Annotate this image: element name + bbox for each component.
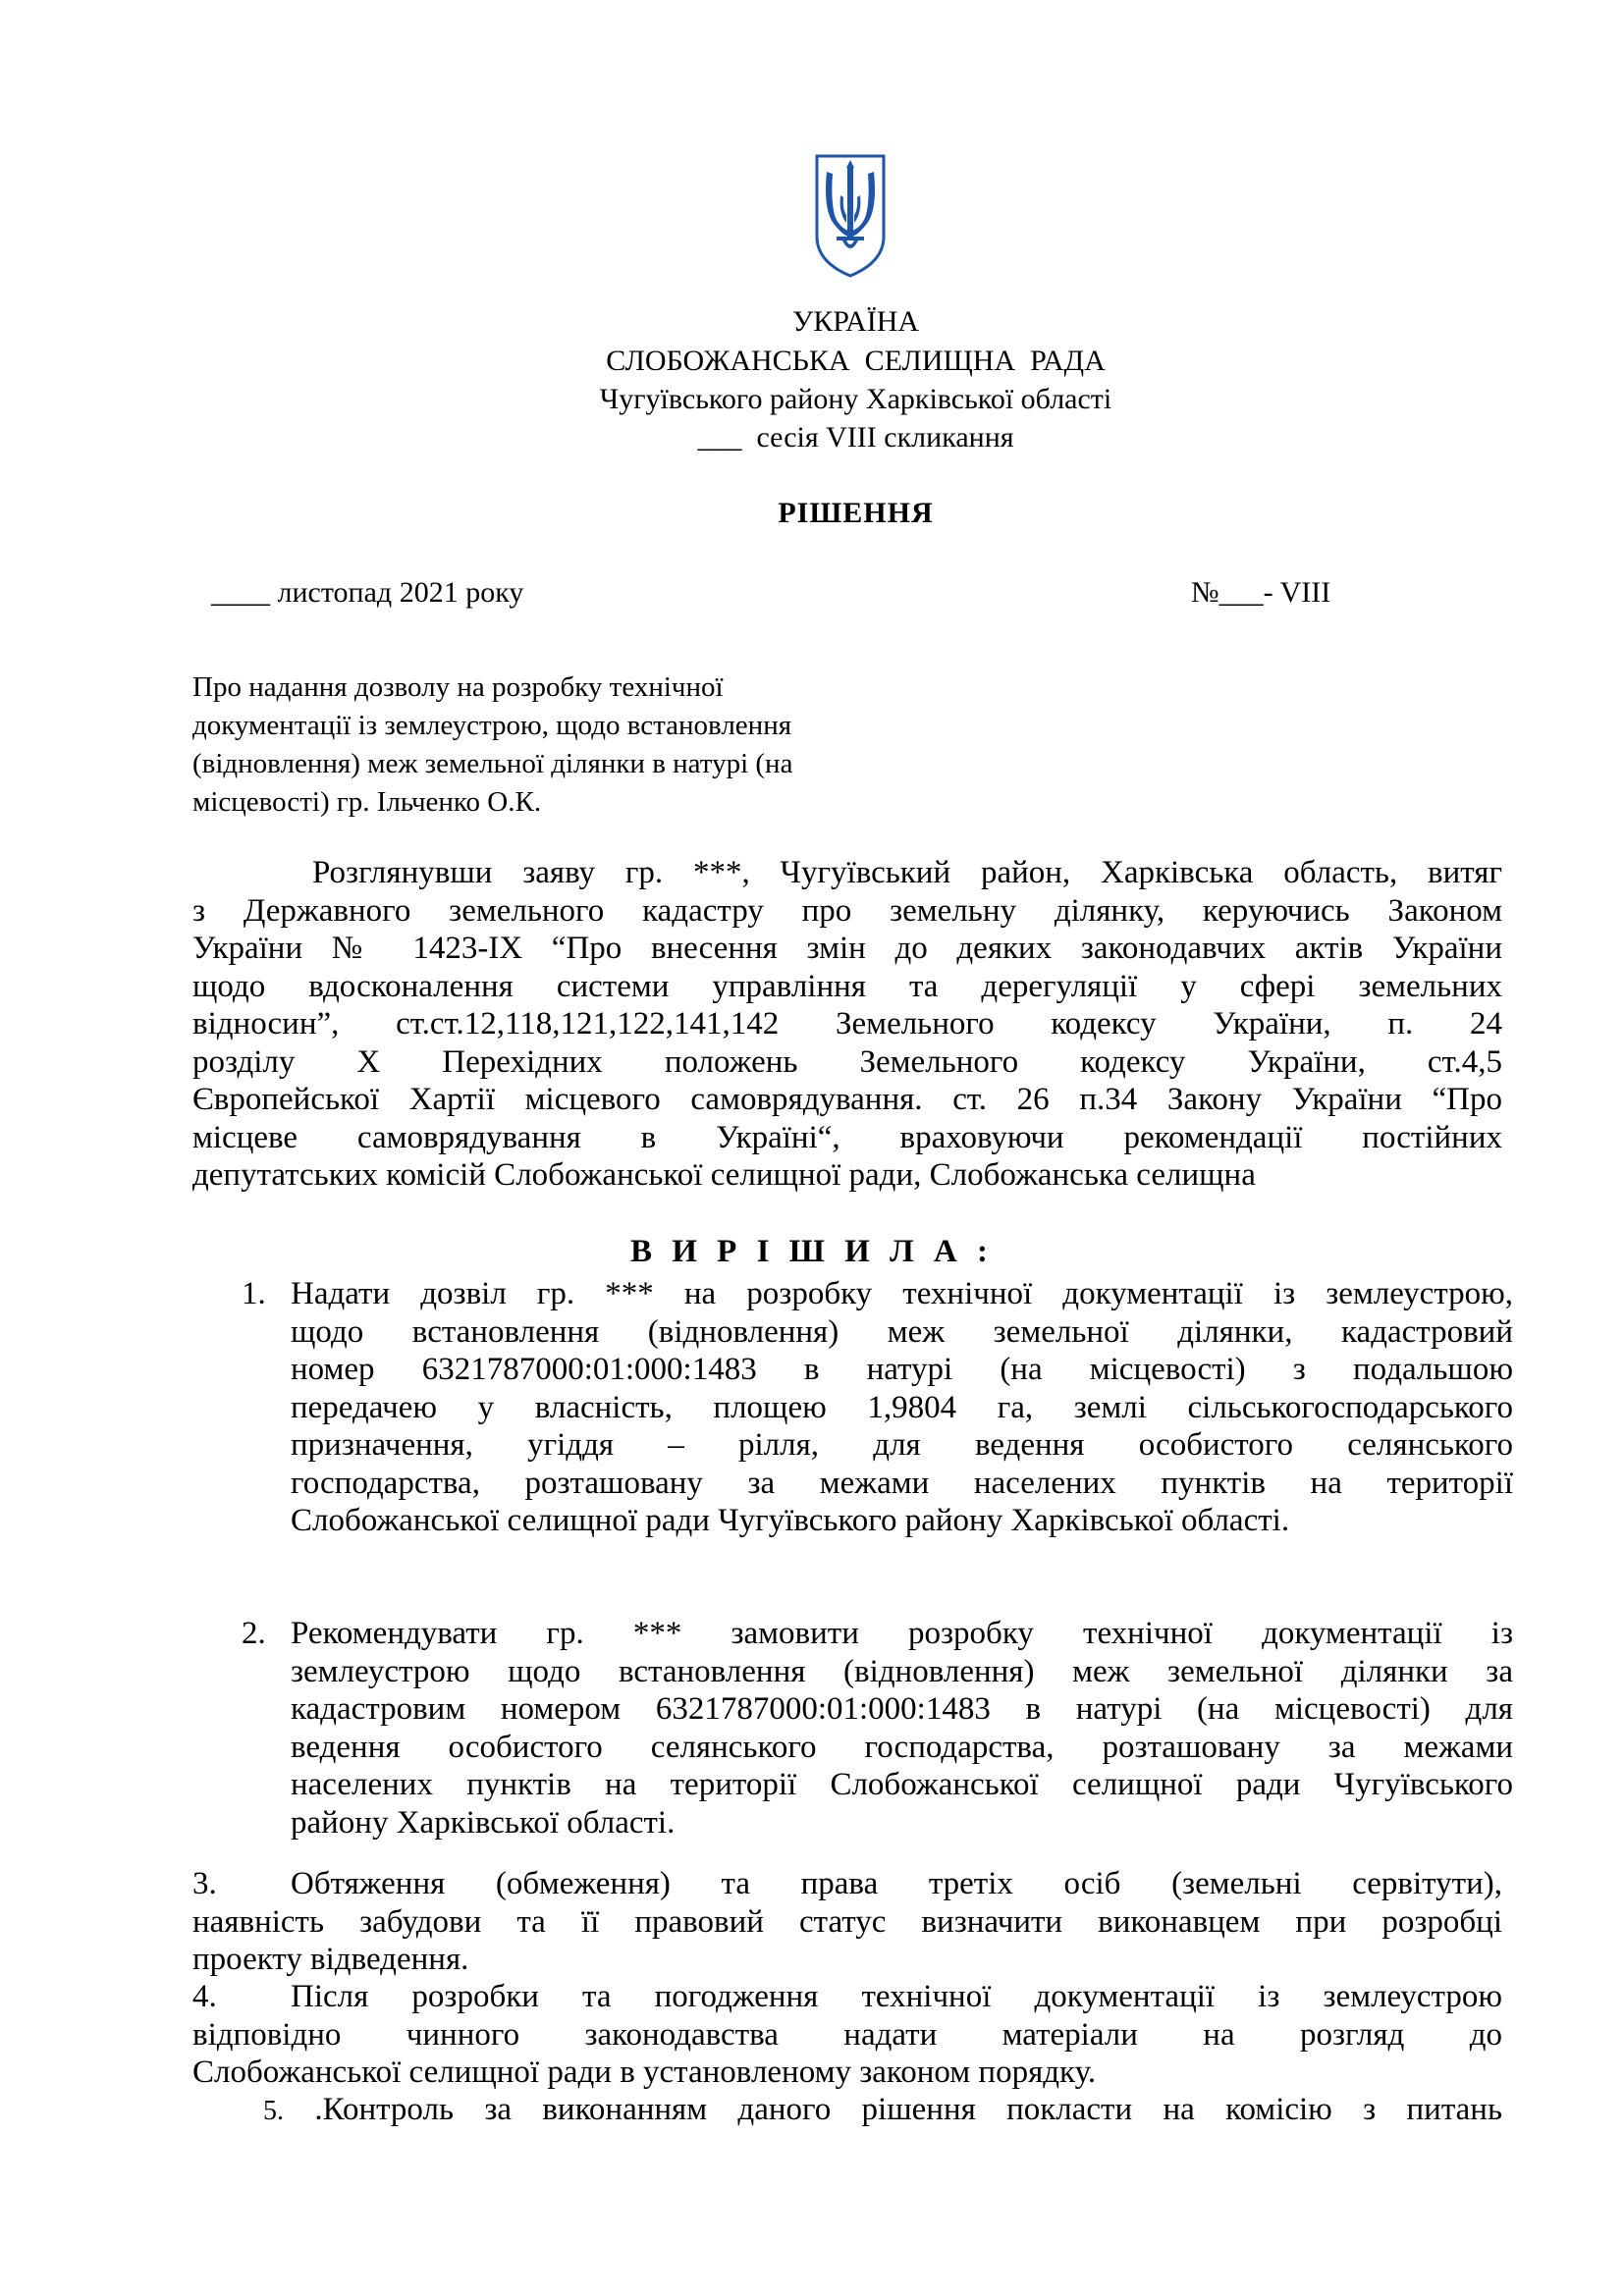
subject-line: (відновлення) меж земельної ділянки в натурі (на xyxy=(192,748,793,779)
preamble-line: щодо вдосконалення системи управління та дерегуляції у сфері земельних xyxy=(192,968,1502,1004)
item-number: 2. xyxy=(242,1616,266,1651)
document-title: РІШЕННЯ xyxy=(778,497,934,529)
item-line: Слобожанської селищної ради в установленому законом порядку. xyxy=(192,2055,1097,2090)
preamble-line: депутатських комісій Слобожанської селищної ради, Слобожанська селищна xyxy=(192,1157,1256,1193)
header-country: УКРАЇНА xyxy=(791,305,920,338)
item-line: району Харківської області. xyxy=(291,1804,676,1841)
preamble-line: розділу Х Перехідних положень Земельного кодексу України, ст.4,5 xyxy=(192,1043,1502,1080)
preamble-paragraph xyxy=(192,854,1502,1195)
item-number: 1. xyxy=(242,1276,266,1311)
preamble-line: відносин”, ст.ст.12,118,121,122,141,142 Земельного кодексу України, п. 24 xyxy=(192,1006,1502,1041)
item-line: Надати дозвіл гр. *** на розробку технічної документації із землеустрою, xyxy=(291,1276,1513,1311)
item-line: землеустрою щодо встановлення (відновлення) меж земельної ділянки за xyxy=(291,1653,1513,1689)
item-line: ведення особистого селянського господарства, розташовану за межами xyxy=(291,1729,1513,1765)
subject-line: місцевості) гр. Ільченко О.К. xyxy=(192,786,542,818)
item-number: 3. xyxy=(192,1866,217,1901)
coat-of-arms-emblem xyxy=(813,152,888,280)
decision-item-4 xyxy=(192,1978,1502,2092)
preamble-line: Розглянувши заяву гр. ***, Чугуївський район, Харківська область, витяг xyxy=(312,855,1502,890)
header-council: СЛОБОЖАНСЬКА СЕЛИЩНА РАДА xyxy=(606,345,1106,377)
item-number: 5. xyxy=(263,2096,284,2126)
decision-item-5 xyxy=(263,2091,1502,2129)
decision-item-3 xyxy=(192,1865,1502,1979)
item-line: щодо встановлення (відновлення) меж земельної ділянки, кадастровий xyxy=(291,1313,1513,1350)
preamble-line: України № 1423-IX “Про внесення змін до деяких законодавчих актів України xyxy=(192,931,1502,966)
preamble-line: Європейської Хартії місцевого самоврядування. ст. 26 п.34 Закону України “Про xyxy=(192,1082,1502,1117)
item-line: Після розробки та погодження технічної документації із землеустрою xyxy=(291,1979,1502,2014)
item-line: господарства, розташовану за межами населених пунктів на території xyxy=(291,1465,1513,1501)
item-line: проекту відведення. xyxy=(192,1942,469,1977)
item-line: кадастровим номером 6321787000:01:000:1483 в натурі (на місцевості) для xyxy=(291,1691,1513,1727)
item-line: .Контроль за виконанням даного рішення покласти на комісію з питань xyxy=(314,2092,1503,2127)
subject-line: документації із землеустрою, щодо встановлення xyxy=(192,710,792,741)
decision-subject xyxy=(192,668,939,822)
preamble-line: з Державного земельного кадастру про земельну ділянку, керуючись Законом xyxy=(192,892,1502,929)
item-line: номер 6321787000:01:000:1483 в натурі (на місцевості) з подальшою xyxy=(291,1352,1513,1387)
item-number: 4. xyxy=(192,1979,217,2014)
item-line: передачею у власність, площею 1,9804 га, землі сільськогосподарського xyxy=(291,1389,1513,1425)
decision-date: ____ листопад 2021 року xyxy=(211,576,524,609)
item-line: населених пунктів на території Слобожанської селищної ради Чугуївського xyxy=(291,1767,1513,1802)
item-line: Слобожанської селищної ради Чугуївського району Харківської області. xyxy=(291,1503,1290,1538)
decided-heading: В И Р І Ш И Л А : xyxy=(630,1234,994,1269)
header-district: Чугуївського району Харківської області xyxy=(599,383,1112,415)
item-line: наявність забудови та її правовий статус визначити виконавцем при розробці xyxy=(192,1903,1502,1940)
decision-number: №___- VIII xyxy=(1191,576,1331,609)
item-line: призначення, угіддя – рілля, для ведення особистого селянського xyxy=(291,1427,1513,1463)
item-line: Обтяження (обмеження) та права третіх осіб (земельні сервітути), xyxy=(291,1866,1502,1901)
preamble-line: місцеве самоврядування в Україні“, враховуючи рекомендації постійних xyxy=(192,1119,1502,1155)
subject-line: Про надання дозволу на розробку технічної xyxy=(192,671,724,703)
item-line: Рекомендувати гр. *** замовити розробку технічної документації із xyxy=(291,1616,1513,1651)
item-line: відповідно чинного законодавства надати матеріали на розгляд до xyxy=(192,2016,1502,2053)
header-session: ___ сесія VIII скликання xyxy=(697,421,1014,454)
trident-icon xyxy=(813,152,888,280)
